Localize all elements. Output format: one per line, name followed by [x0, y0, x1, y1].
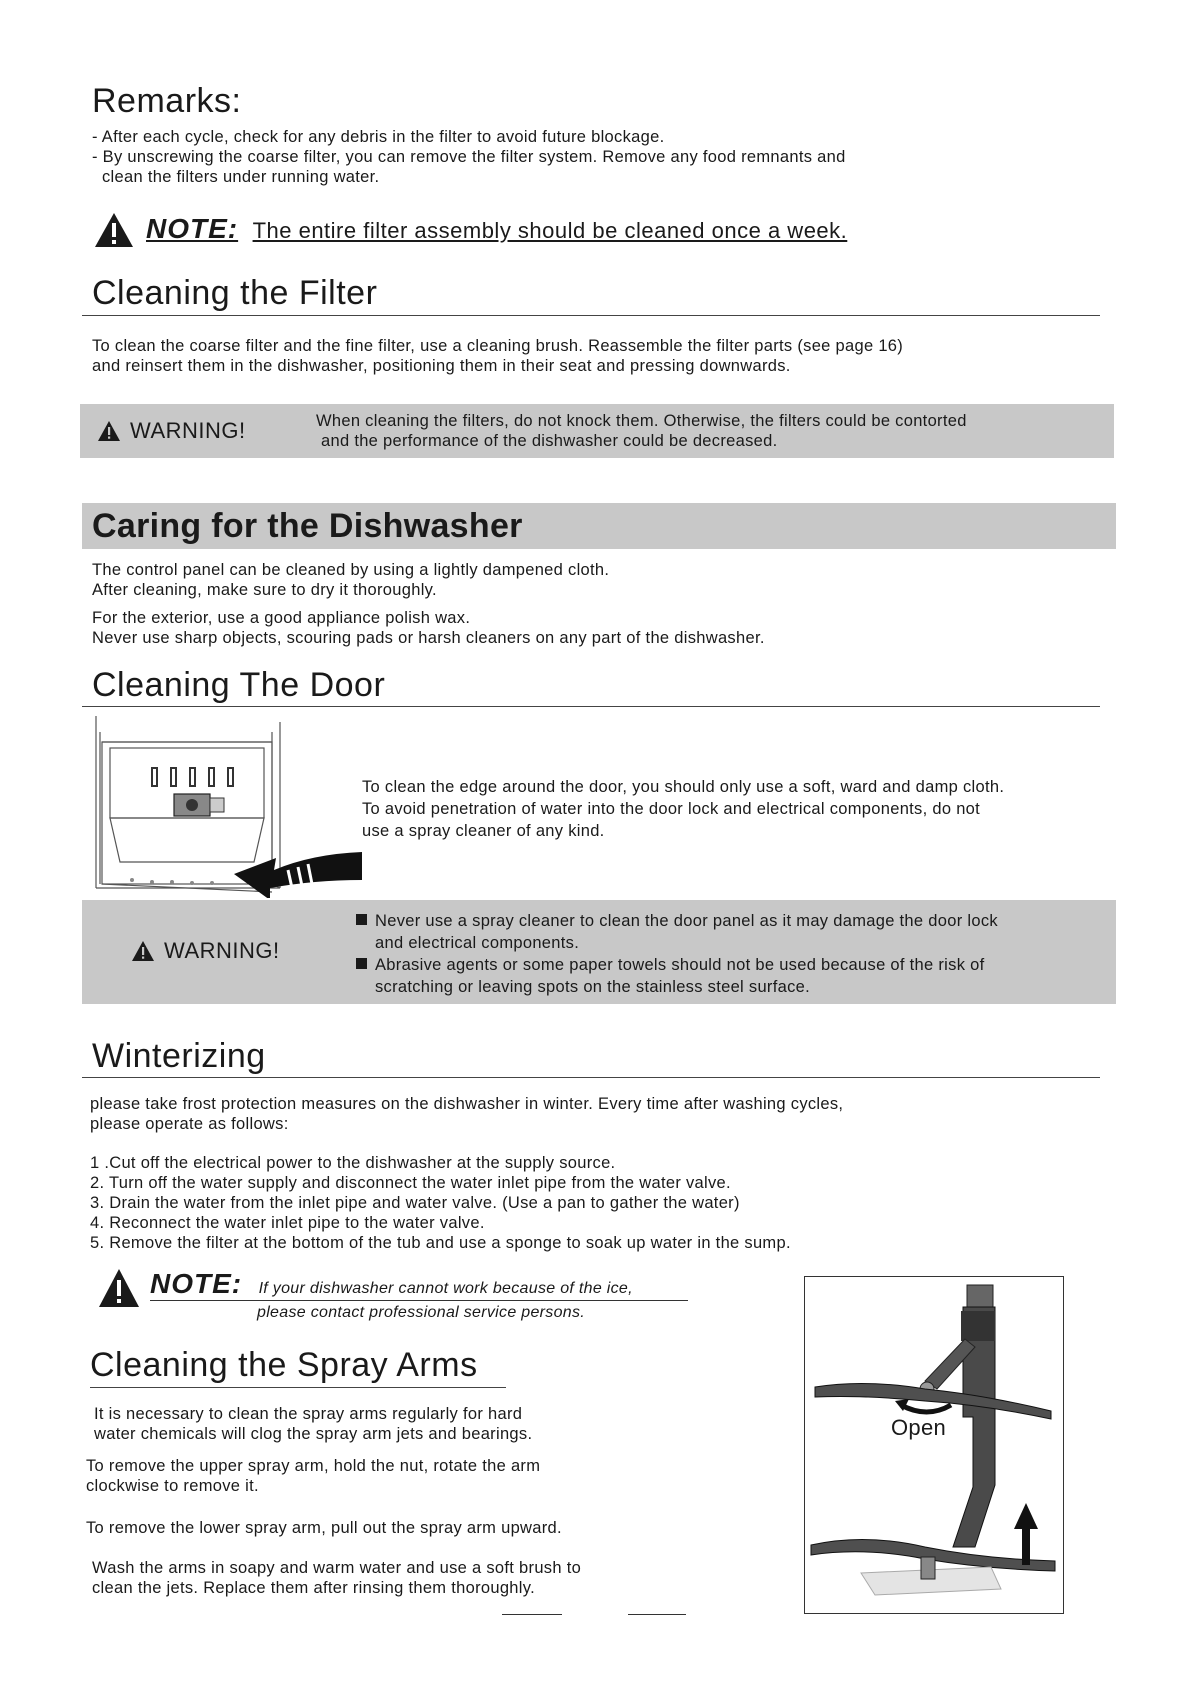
text-line: water chemicals will clog the spray arm jets and bearings. — [94, 1425, 533, 1443]
text-line: please operate as follows: — [90, 1115, 289, 1133]
text-line: clean the jets. Replace them after rinsing them thoroughly. — [92, 1579, 535, 1597]
footer-rule — [502, 1614, 562, 1615]
text-line: please take frost protection measures on the dishwasher in winter. Every time after washing cycles, — [90, 1095, 844, 1113]
winterizing-steps — [90, 1153, 791, 1253]
cleaning-door-heading: Cleaning The Door — [92, 666, 386, 704]
section-divider — [82, 706, 1100, 707]
ice-note — [150, 1268, 633, 1300]
text-line: use a spray cleaner of any kind. — [362, 822, 605, 840]
bullet-icon — [356, 914, 367, 925]
text-line: Wash the arms in soapy and warm water and use a soft brush to — [92, 1559, 582, 1577]
remarks-line: - After each cycle, check for any debris in the filter to avoid future blockage. — [92, 128, 665, 146]
warning-label: WARNING! — [98, 418, 246, 444]
text-line: It is necessary to clean the spray arms regularly for hard — [94, 1405, 523, 1423]
section-divider — [82, 315, 1100, 316]
spray-arms-para-3 — [86, 1518, 562, 1538]
bullet-line: Never use a spray cleaner to clean the door panel as it may damage the door lock — [356, 910, 998, 932]
door-warning-bullets — [356, 910, 998, 998]
warning-label: WARNING! — [132, 938, 280, 964]
warning-triangle-icon — [98, 1268, 140, 1308]
heading-underline — [90, 1387, 506, 1388]
door-illustration — [92, 712, 372, 898]
note-label: NOTE: — [146, 213, 239, 244]
cleaning-filter-text — [92, 336, 903, 376]
text-line: The control panel can be cleaned by using a lightly dampened cloth. — [92, 561, 610, 579]
step-item: 5. Remove the filter at the bottom of the tub and use a sponge to soak up water in the sump. — [90, 1234, 791, 1252]
note-underline — [150, 1300, 688, 1301]
filter-note — [146, 213, 847, 245]
bullet-line: Abrasive agents or some paper towels should not be used because of the risk of — [356, 954, 998, 976]
warning-text — [316, 411, 967, 451]
warning-triangle-icon — [98, 421, 120, 441]
note-line: please contact professional service persons. — [257, 1304, 586, 1321]
bullet-icon — [356, 958, 367, 969]
text-line: To remove the upper spray arm, hold the nut, rotate the arm — [86, 1457, 541, 1475]
spray-arms-para-4 — [92, 1558, 581, 1598]
note-text: The entire filter assembly should be cleaned once a week. — [252, 218, 848, 243]
caring-heading: Caring for the Dishwasher — [92, 507, 523, 545]
section-divider — [82, 1077, 1100, 1078]
text-line: To clean the coarse filter and the fine filter, use a cleaning brush. Reassemble the filter parts (see page 16) — [92, 337, 904, 355]
remarks-line: clean the filters under running water. — [102, 168, 380, 186]
warning-triangle-icon — [132, 941, 154, 961]
remarks-heading: Remarks: — [92, 82, 242, 120]
caring-text-2 — [92, 608, 765, 648]
cleaning-filter-heading: Cleaning the Filter — [92, 274, 378, 312]
text-line: For the exterior, use a good appliance polish wax. — [92, 609, 471, 627]
warning-line: and the performance of the dishwasher could be decreased. — [321, 432, 778, 450]
spray-arm-illustration — [805, 1277, 1063, 1613]
note-label: NOTE: — [150, 1268, 243, 1299]
winterizing-intro — [90, 1094, 843, 1134]
remarks-text — [92, 127, 846, 187]
warning-line: When cleaning the filters, do not knock them. Otherwise, the filters could be contorted — [316, 412, 967, 430]
caring-text-1 — [92, 560, 609, 600]
step-item: 2. Turn off the water supply and disconnect the water inlet pipe from the water valve. — [90, 1174, 731, 1192]
step-item: 4. Reconnect the water inlet pipe to the water valve. — [90, 1214, 485, 1232]
door-warning-band — [82, 900, 1116, 1004]
text-line: To clean the edge around the door, you should only use a soft, ward and damp cloth. — [362, 778, 1005, 796]
winterizing-heading: Winterizing — [92, 1037, 266, 1075]
bullet-line: and electrical components. — [375, 934, 580, 952]
open-label: Open — [891, 1415, 947, 1440]
step-item: 1 .Cut off the electrical power to the dishwasher at the supply source. — [90, 1154, 616, 1172]
text-line: To remove the lower spray arm, pull out the spray arm upward. — [86, 1519, 562, 1537]
text-line: After cleaning, make sure to dry it thoroughly. — [92, 581, 437, 599]
remarks-line: - By unscrewing the coarse filter, you can remove the filter system. Remove any food remnants and — [92, 148, 846, 166]
spray-arms-para-2 — [86, 1456, 540, 1496]
text-line: clockwise to remove it. — [86, 1477, 259, 1495]
note-line: If your dishwasher cannot work because of the ice, — [258, 1280, 633, 1297]
text-line: and reinsert them in the dishwasher, positioning them in their seat and pressing downwards. — [92, 357, 791, 375]
spray-arm-figure — [804, 1276, 1064, 1614]
filter-warning-band — [80, 404, 1114, 458]
door-text — [362, 776, 1004, 842]
text-line: Never use sharp objects, scouring pads or harsh cleaners on any part of the dishwasher. — [92, 629, 765, 647]
caring-heading-band — [82, 503, 1116, 549]
text-line: To avoid penetration of water into the door lock and electrical components, do not — [362, 800, 981, 818]
spray-arms-heading: Cleaning the Spray Arms — [90, 1346, 478, 1384]
step-item: 3. Drain the water from the inlet pipe and water valve. (Use a pan to gather the water) — [90, 1194, 740, 1212]
warning-triangle-icon — [94, 212, 134, 248]
bullet-line: scratching or leaving spots on the stainless steel surface. — [375, 978, 811, 996]
footer-rule — [628, 1614, 686, 1615]
spray-arms-para-1 — [94, 1404, 532, 1444]
